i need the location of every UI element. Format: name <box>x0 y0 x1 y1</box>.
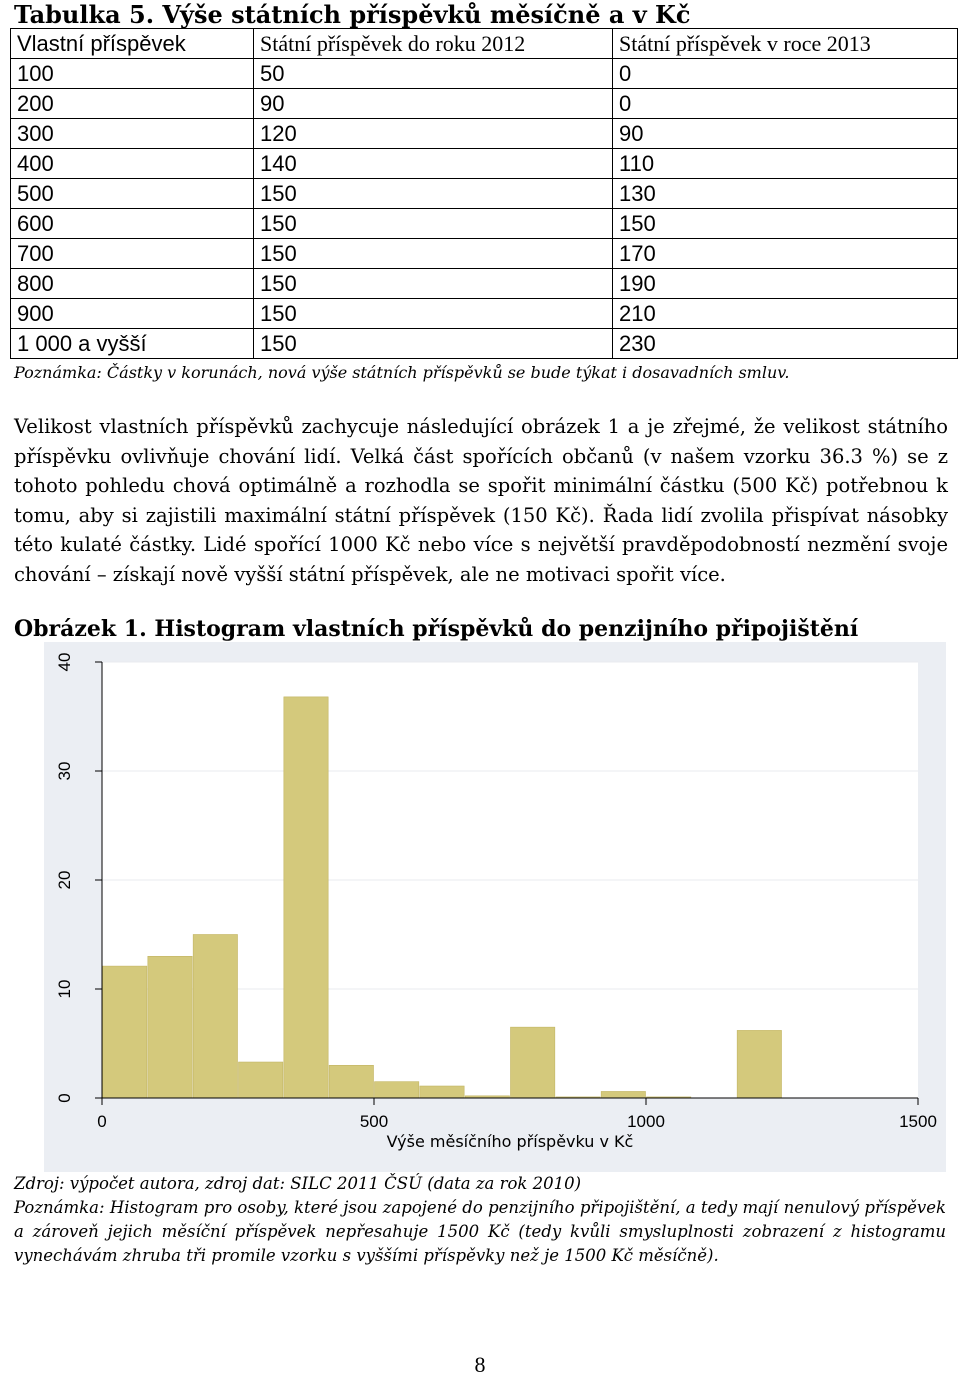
table-cell: 600 <box>11 209 254 239</box>
x-axis-label: Výše měsíčního příspěvku v Kč <box>386 1132 634 1151</box>
histogram-chart <box>44 642 946 1172</box>
figure-title: Obrázek 1. Histogram vlastních příspěvků do penzijního připojištění <box>14 616 859 642</box>
table-cell: 150 <box>613 209 958 239</box>
table-cell: 150 <box>254 239 613 269</box>
table-cell: 800 <box>11 269 254 299</box>
table-cell: 700 <box>11 239 254 269</box>
histogram-bar <box>329 1065 373 1098</box>
contribution-table <box>10 28 958 359</box>
source-line: Zdroj: výpočet autora, zdroj dat: SILC 2011 ČSÚ (data za rok 2010) <box>14 1174 582 1193</box>
table-cell: 150 <box>254 299 613 329</box>
table-row <box>11 329 958 359</box>
histogram-bar <box>375 1082 419 1098</box>
table-cell: 200 <box>11 89 254 119</box>
histogram-bar <box>511 1027 555 1098</box>
table-cell: 1 000 a vyšší <box>11 329 254 359</box>
table-cell: 0 <box>613 59 958 89</box>
y-tick-label: 20 <box>55 870 74 890</box>
page-number: 8 <box>474 1352 486 1377</box>
table-cell: 100 <box>11 59 254 89</box>
x-tick-label: 500 <box>359 1112 389 1131</box>
table-cell: 150 <box>254 209 613 239</box>
table-cell: 150 <box>254 329 613 359</box>
column-header: Vlastní příspěvek <box>11 29 254 59</box>
histogram-bar <box>284 697 328 1098</box>
table-cell: 120 <box>254 119 613 149</box>
histogram-bar <box>737 1030 781 1098</box>
body-paragraph: Velikost vlastních příspěvků zachycuje následující obrázek 1 a je zřejmé, že velikost státního příspěvku ovlivňuje chování lidí. Velká část spořících občanů (v našem vzorku 36.3 %) se z tohoto pohledu chová optimálně a rozhodla se spořit minimální částku (500 Kč) potřebnou k tomu, aby si zajistili maximální státní příspěvek (150 Kč). Řada lidí zvolila přispívat násobky této kulaté částky. Lidé spořící 1000 Kč nebo více s největší pravděpodobností nezmění svoje chování – získají nově vyšší státní příspěvek, ale ne motivaci spořit více. <box>14 415 948 586</box>
table-cell: 90 <box>613 119 958 149</box>
x-tick-label: 0 <box>97 1112 107 1131</box>
table-row <box>11 179 958 209</box>
histogram-bar <box>148 956 192 1098</box>
y-tick-label: 0 <box>55 1093 74 1103</box>
table-cell: 900 <box>11 299 254 329</box>
figure-source <box>14 1172 946 1268</box>
histogram-bar <box>103 966 147 1098</box>
table-cell: 500 <box>11 179 254 209</box>
table-cell: 140 <box>254 149 613 179</box>
table-cell: 110 <box>613 149 958 179</box>
x-tick-label: 1000 <box>627 1112 665 1131</box>
table-cell: 300 <box>11 119 254 149</box>
table-header-row <box>11 29 958 59</box>
table-row <box>11 269 958 299</box>
table-cell: 150 <box>254 179 613 209</box>
histogram-bar <box>239 1062 283 1098</box>
table-row <box>11 209 958 239</box>
table-row <box>11 59 958 89</box>
figure-note: Poznámka: Histogram pro osoby, které jsou zapojené do penzijního připojištění, a tedy mají nenulový příspěvek a zároveň jejich měsíční příspěvek nepřesahuje 1500 Kč (tedy kvůli smysluplnosti zobrazení z histogramu vynechávám zhruba tři promile vzorku s vyššími příspěvky než je 1500 Kč měsíčně). <box>14 1198 946 1265</box>
table-row <box>11 119 958 149</box>
column-header: Státní příspěvek v roce 2013 <box>613 29 958 59</box>
table-row <box>11 89 958 119</box>
table-row <box>11 239 958 269</box>
histogram-bar <box>193 935 237 1099</box>
table-row <box>11 149 958 179</box>
table-cell: 90 <box>254 89 613 119</box>
table-cell: 50 <box>254 59 613 89</box>
histogram-bar <box>420 1086 464 1098</box>
table-cell: 170 <box>613 239 958 269</box>
histogram-svg <box>44 642 946 1172</box>
table-cell: 190 <box>613 269 958 299</box>
table-row <box>11 299 958 329</box>
table-cell: 150 <box>254 269 613 299</box>
y-tick-label: 10 <box>55 979 74 999</box>
table-title: Tabulka 5. Výše státních příspěvků měsíčně a v Kč <box>14 0 691 29</box>
table-cell: 0 <box>613 89 958 119</box>
table-cell: 210 <box>613 299 958 329</box>
y-tick-label: 30 <box>55 761 74 781</box>
column-header: Státní příspěvek do roku 2012 <box>254 29 613 59</box>
histogram-bar <box>601 1091 645 1098</box>
table-note: Poznámka: Částky v korunách, nová výše státních příspěvků se bude týkat i dosavadních smluv. <box>14 363 790 382</box>
table-cell: 230 <box>613 329 958 359</box>
x-tick-label: 1500 <box>899 1112 937 1131</box>
table-cell: 400 <box>11 149 254 179</box>
y-tick-label: 40 <box>55 652 74 672</box>
table-cell: 130 <box>613 179 958 209</box>
